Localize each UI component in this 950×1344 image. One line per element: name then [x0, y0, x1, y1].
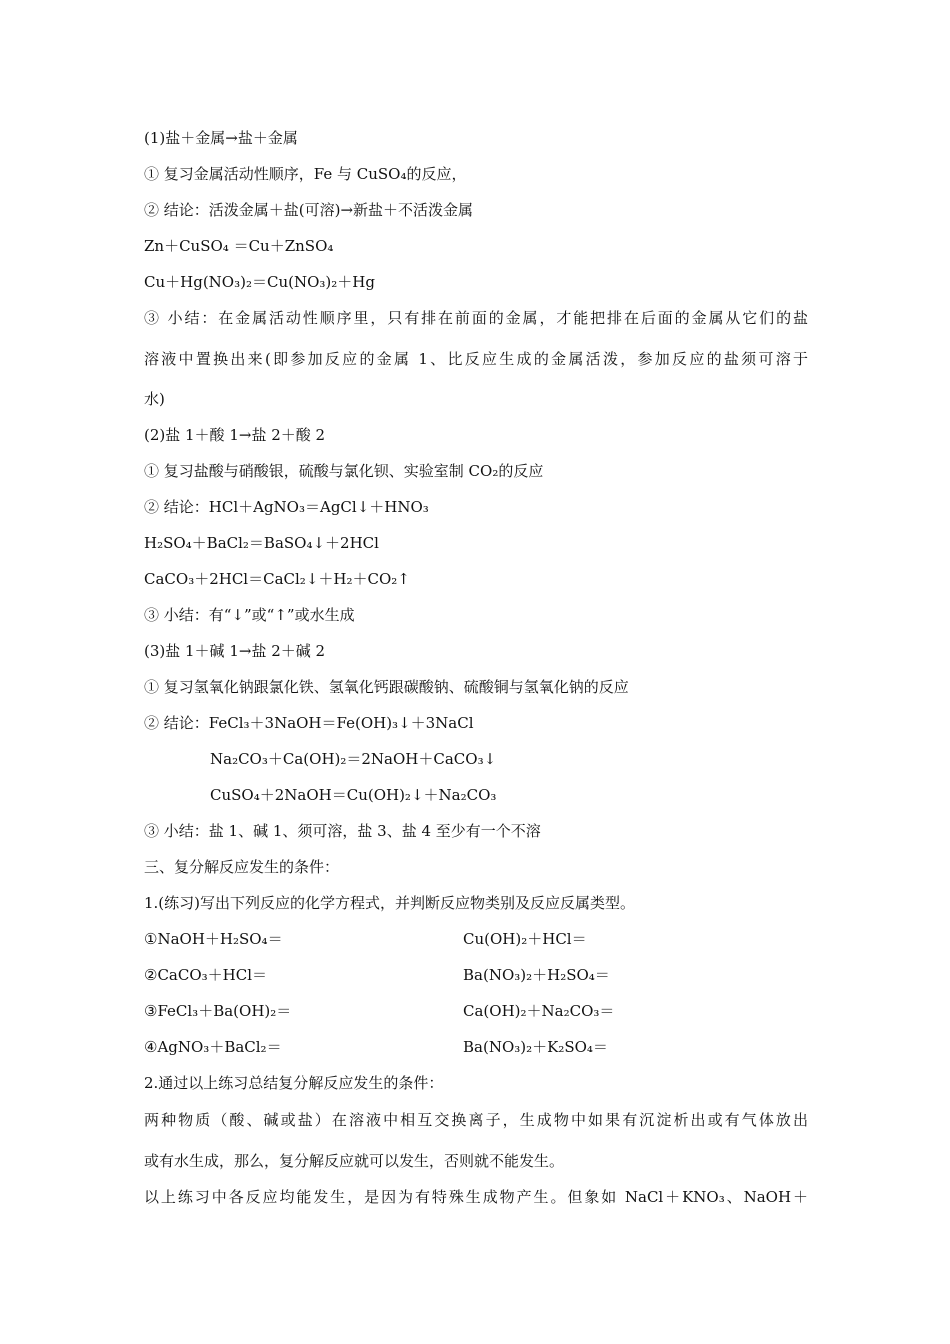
exercise-right: Cu(OH)₂＋HCl＝ — [463, 930, 587, 948]
exercise-left: ④AgNO₃＋BaCl₂＝ — [144, 1038, 282, 1056]
section-1-heading: (1)盐＋金属→盐＋金属 — [144, 129, 298, 147]
section-3-equation-2: Na₂CO₃＋Ca(OH)₂＝2NaOH＋CaCO₃↓ — [210, 750, 497, 768]
section-2-conclusion: ② 结论：HCl＋AgNO₃＝AgCl↓＋HNO₃ — [144, 498, 429, 516]
section-1-summary-line-1: ③ 小结：在金属活动性顺序里，只有排在前面的金属，才能把排在后面的金属从它们的盐 — [144, 309, 808, 327]
section-1-summary-line-2: 溶液中置换出来(即参加反应的金属 1、比反应生成的金属活泼，参加反应的盐须可溶于 — [144, 350, 808, 368]
exercise-right: Ba(NO₃)₂＋K₂SO₄＝ — [463, 1038, 608, 1056]
exercise-left: ③FeCl₃＋Ba(OH)₂＝ — [144, 1002, 292, 1020]
section-2-equation-3: CaCO₃＋2HCl＝CaCl₂↓＋H₂＋CO₂↑ — [144, 570, 410, 588]
section-2-review: ① 复习盐酸与硝酸银，硫酸与氯化钡、实验室制 CO₂的反应 — [144, 462, 544, 480]
exercise-right: Ba(NO₃)₂＋H₂SO₄＝ — [463, 966, 610, 984]
section-2-equation-2: H₂SO₄＋BaCl₂＝BaSO₄↓＋2HCl — [144, 534, 379, 552]
section-1-equation-2: Cu＋Hg(NO₃)₂＝Cu(NO₃)₂＋Hg — [144, 273, 375, 291]
condition-paragraph-line-2: 或有水生成，那么，复分解反应就可以发生，否则就不能发生。 — [144, 1152, 565, 1170]
section-1-conclusion: ② 结论：活泼金属＋盐(可溶)→新盐＋不活泼金属 — [144, 201, 474, 219]
exercise-left: ②CaCO₃＋HCl＝ — [144, 966, 268, 984]
section-2-summary: ③ 小结：有“↓”或“↑”或水生成 — [144, 606, 355, 624]
note-paragraph-line-1: 以上练习中各反应均能发生，是因为有特殊生成物产生。但象如 NaCl＋KNO₃、NaOH＋ — [144, 1188, 808, 1206]
section-3-review: ① 复习氢氧化钠跟氯化铁、氢氧化钙跟碳酸钠、硫酸铜与氢氧化钠的反应 — [144, 678, 629, 696]
section-3-summary: ③ 小结：盐 1、碱 1、须可溶，盐 3、盐 4 至少有一个不溶 — [144, 822, 541, 840]
exercise-left: ①NaOH＋H₂SO₄＝ — [144, 930, 283, 948]
exercise-right: Ca(OH)₂＋Na₂CO₃＝ — [463, 1002, 615, 1020]
section-2-heading: (2)盐 1＋酸 1→盐 2＋酸 2 — [144, 426, 326, 444]
exercise-intro: 1.(练习)写出下列反应的化学方程式，并判断反应物类别及反应反属类型。 — [144, 894, 636, 912]
section-3-equation-3: CuSO₄＋2NaOH＝Cu(OH)₂↓＋Na₂CO₃ — [210, 786, 497, 804]
summary-intro: 2.通过以上练习总结复分解反应发生的条件： — [144, 1074, 444, 1092]
part-3-heading: 三、复分解反应发生的条件： — [144, 858, 340, 876]
condition-paragraph-line-1: 两种物质（酸、碱或盐）在溶液中相互交换离子，生成物中如果有沉淀析出或有气体放出 — [144, 1111, 808, 1129]
section-1-equation-1: Zn＋CuSO₄ ＝Cu＋ZnSO₄ — [144, 237, 334, 255]
section-1-summary-line-3: 水) — [144, 390, 165, 408]
section-3-heading: (3)盐 1＋碱 1→盐 2＋碱 2 — [144, 642, 326, 660]
section-1-review: ① 复习金属活动性顺序，Fe 与 CuSO₄的反应， — [144, 165, 467, 183]
section-3-conclusion: ② 结论：FeCl₃＋3NaOH＝Fe(OH)₃↓＋3NaCl — [144, 714, 474, 732]
